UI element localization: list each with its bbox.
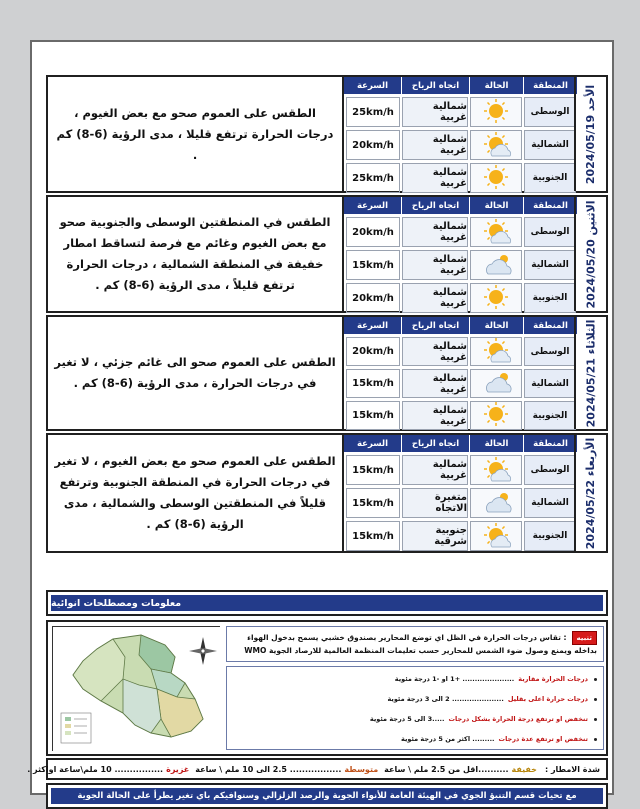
day-date [574, 197, 606, 311]
day-date-label: الاثنين 2024/05/20 [584, 199, 598, 309]
footer-banner [46, 783, 608, 809]
partly-cloudy-icon [478, 130, 514, 161]
day-block [46, 433, 608, 553]
header-state: الحالة [470, 77, 524, 94]
weather-state-cell [470, 163, 522, 193]
header-speed: السرعة [344, 317, 402, 334]
wind-speed-cell: 15km/h [346, 250, 400, 280]
day-date-label: الثلاثاء 2024/05/21 [584, 319, 598, 427]
region-cell: الجنوبية [524, 163, 576, 193]
wind-direction-cell: شمالية غربية [402, 337, 468, 366]
region-cell: الشمالية [524, 369, 576, 398]
day-block [46, 75, 608, 193]
weather-state-cell [470, 337, 522, 366]
weather-state-cell [470, 455, 522, 485]
cloudy-icon [478, 368, 514, 399]
bullet-icon [594, 678, 597, 681]
wind-direction-cell: شمالية غربية [402, 97, 468, 127]
day-description: الطقس على العموم صحو الى غائم جزئي ، لا تغير في درجات الحرارة ، مدى الرؤية (6-8) كم . [48, 317, 344, 429]
day-description: الطقس في المنطقتين الوسطى والجنوبية صحو مع بعض الغيوم وغائم مع فرصة لتساقط امطار خفيفة في المنطقة الشمالية ، درجات الحرارة ترتفع قليلاً ، مدى الرؤية (6-8) كم . [48, 197, 344, 311]
term-text: ......... اكثر من 5 درجة مئوية [401, 735, 495, 743]
header-direction: اتجاه الرياح [402, 435, 470, 452]
wind-direction-cell: شمالية غربية [402, 401, 468, 430]
header-region: المنطقة [524, 197, 578, 214]
rain-moderate-text: ................. 2.5 الى 10 ملم \ ساعة [195, 764, 342, 774]
region-cell: الشمالية [524, 130, 576, 160]
partly-cloudy-icon [478, 455, 514, 486]
bullet-icon [594, 718, 597, 721]
weather-state-cell [470, 97, 522, 127]
rain-heavy-text: ................ 10 ملم\ساعة اواكثر . [27, 764, 164, 774]
region-cell: الجنوبية [524, 521, 576, 551]
term-name: تنخفض او ترتفع عدة درجات [498, 735, 588, 743]
header-direction: اتجاه الرياح [402, 317, 470, 334]
sunny-icon [478, 163, 514, 194]
wind-speed-cell: 15km/h [346, 401, 400, 430]
term-name: تنخفض او ترتفع درجة الحرارة بشكل درجات [448, 715, 588, 723]
wind-speed-cell: 15km/h [346, 488, 400, 518]
header-speed: السرعة [344, 197, 402, 214]
day-description: الطقس على العموم صحو مع بعض الغيوم ، لا تغير في درجات الحرارة في المنطقة الجنوبية وترتفع قليلاً في المنطقتين الوسطى والشمالية ، مدى الرؤية (6-8) كم . [48, 435, 344, 551]
weather-state-cell [470, 250, 522, 280]
partly-cloudy-icon [478, 217, 514, 248]
header-region: المنطقة [524, 77, 578, 94]
wind-speed-cell: 15km/h [346, 455, 400, 485]
term-item [233, 669, 597, 689]
terms-list [233, 669, 597, 749]
rain-light-label: خفيفة [511, 764, 537, 774]
info-banner [46, 590, 608, 616]
sunny-icon [478, 97, 514, 128]
region-cell: الجنوبية [524, 401, 576, 430]
region-cell: الوسطى [524, 455, 576, 485]
term-item [233, 709, 597, 729]
wind-speed-cell: 15km/h [346, 521, 400, 551]
day-block [46, 195, 608, 313]
note-label: تنبيه [572, 631, 597, 645]
weather-state-cell [470, 283, 522, 313]
day-grid [344, 317, 578, 429]
wind-speed-cell: 20km/h [346, 130, 400, 160]
forecast-sheet [27, 40, 614, 801]
bullet-icon [594, 698, 597, 701]
wind-direction-cell: شمالية غربية [402, 130, 468, 160]
day-grid [344, 77, 578, 191]
header-state: الحالة [470, 197, 524, 214]
wind-speed-cell: 25km/h [346, 97, 400, 127]
rain-intensity-bar [27, 758, 608, 780]
weather-state-cell [470, 401, 522, 430]
header-direction: اتجاه الرياح [402, 197, 470, 214]
day-date [574, 435, 606, 551]
header-speed: السرعة [344, 435, 402, 452]
wind-direction-cell: شمالية غربية [402, 283, 468, 313]
day-date [574, 317, 606, 429]
info-banner-text: معلومات ومصطلحات انوائية [51, 595, 603, 611]
page-top-strip [30, 0, 614, 40]
weather-state-cell [470, 369, 522, 398]
day-grid [344, 197, 578, 311]
day-grid [344, 435, 578, 551]
partly-cloudy-icon [478, 336, 514, 367]
wind-direction-cell: متغيرة الاتجاه [402, 488, 468, 518]
term-name: درجات حرارة اعلى بقليل [507, 695, 588, 703]
weather-state-cell [470, 217, 522, 247]
day-description: الطقس على العموم صحو مع بعض الغيوم ، درجات الحرارة ترتفع قليلا ، مدى الرؤية (6-8) كم . [48, 77, 344, 191]
partly-cloudy-icon [478, 521, 514, 552]
footer-text: مع تحيات قسم التنبؤ الجوي في الهيئة العامة للأنواء الجوية والرصد الزلزالي وسنوافيكم باي تغير يطرأ على الحالة الجوية [51, 788, 603, 804]
day-date-label: الأربعاء 2024/05/22 [584, 437, 598, 549]
rain-heavy-label: غزيرة [166, 764, 190, 774]
wind-speed-cell: 25km/h [346, 163, 400, 193]
bullet-icon [594, 738, 597, 741]
term-text: ..................... +1 او -1 درجة مئوية [394, 675, 515, 683]
weather-state-cell [470, 488, 522, 518]
day-block [46, 315, 608, 431]
day-date-label: الأحد 2024/05/19 [584, 84, 598, 184]
iraq-map [52, 626, 220, 751]
wind-direction-cell: شمالية غربية [402, 250, 468, 280]
region-cell: الوسطى [524, 337, 576, 366]
term-name: درجات الحرارة مقاربة [518, 675, 588, 683]
wind-direction-cell: شمالية غربية [402, 163, 468, 193]
cloudy-icon [478, 250, 514, 281]
wind-speed-cell: 20km/h [346, 283, 400, 313]
wind-speed-cell: 15km/h [346, 369, 400, 398]
rain-moderate-label: متوسطة [344, 764, 379, 774]
header-state: الحالة [470, 435, 524, 452]
weather-state-cell [470, 130, 522, 160]
info-area [46, 620, 608, 756]
cloudy-icon [478, 488, 514, 519]
wind-speed-cell: 20km/h [346, 217, 400, 247]
sunny-icon [478, 400, 514, 431]
note-text: : تقاس درجات الحرارة في الظل اي توضع المحارير بصندوق خشبي يسمح بدخول الهواء بداخله ويمنع وصول ضوء الشمس للمحارير حسب تعليمات المنظمة العالمية للارصاد الجوية WMO [244, 633, 597, 655]
iraq-map-image [53, 627, 221, 752]
header-direction: اتجاه الرياح [402, 77, 470, 94]
header-speed: السرعة [344, 77, 402, 94]
wind-direction-cell: شمالية غربية [402, 369, 468, 398]
sunny-icon [478, 283, 514, 314]
header-region: المنطقة [524, 435, 578, 452]
region-cell: الوسطى [524, 217, 576, 247]
header-region: المنطقة [524, 317, 578, 334]
forecast-inner [27, 75, 608, 801]
region-cell: الشمالية [524, 488, 576, 518]
term-item [233, 689, 597, 709]
term-text: .....3 الى 5 درجة مئوية [369, 715, 445, 723]
wind-speed-cell: 20km/h [346, 337, 400, 366]
rain-light-text: ..........اقل من 2.5 ملم \ ساعة [384, 764, 509, 774]
wind-direction-cell: شمالية غربية [402, 217, 468, 247]
terms-box [226, 666, 604, 750]
region-cell: الشمالية [524, 250, 576, 280]
weather-state-cell [470, 521, 522, 551]
header-state: الحالة [470, 317, 524, 334]
region-cell: الجنوبية [524, 283, 576, 313]
term-text: ..................... 2 الى 3 درجة مئوية [387, 695, 504, 703]
day-date [574, 77, 606, 191]
term-item [233, 729, 597, 749]
region-cell: الوسطى [524, 97, 576, 127]
temperature-note [226, 626, 604, 662]
rain-label: شدة الامطار : [544, 764, 600, 774]
wind-direction-cell: جنوبية شرقية [402, 521, 468, 551]
wind-direction-cell: شمالية غربية [402, 455, 468, 485]
